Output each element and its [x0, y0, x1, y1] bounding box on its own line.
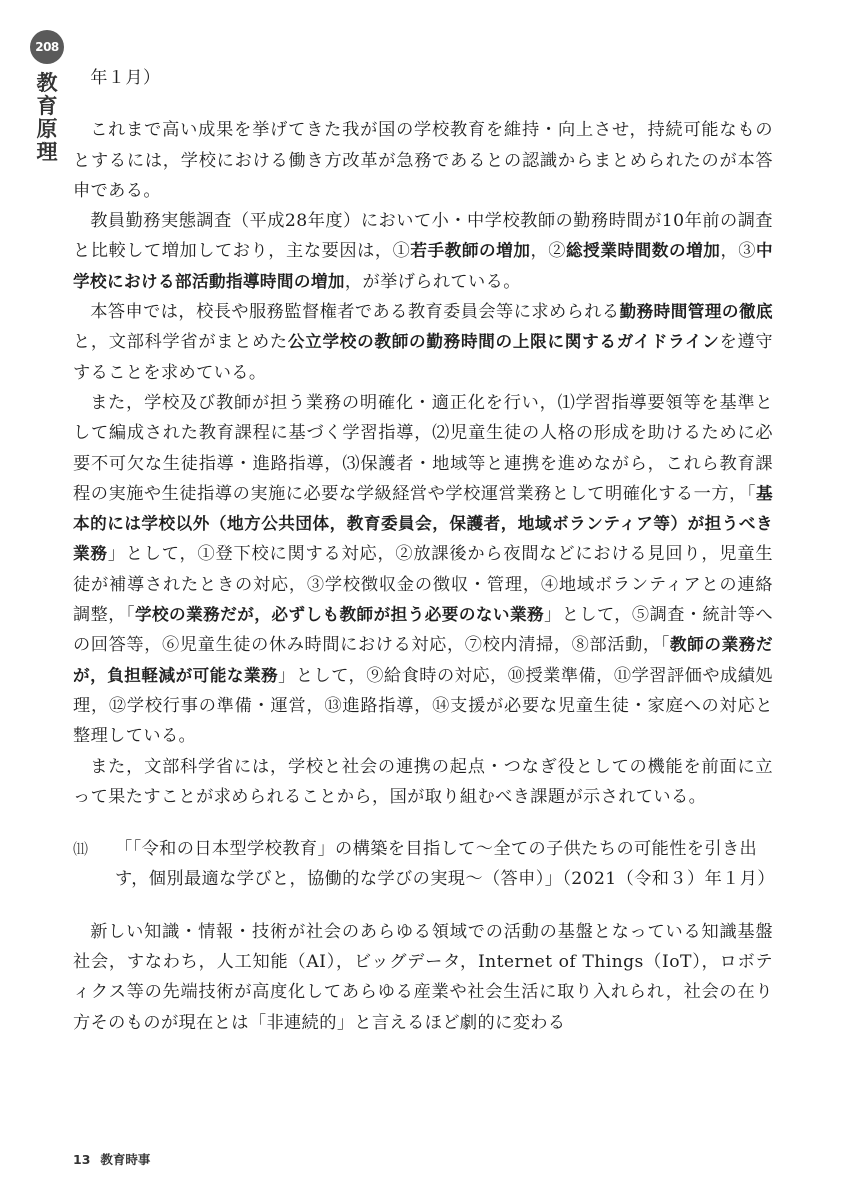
paragraph [73, 297, 773, 388]
text-run: 」として，⑤調査・統計等への回答等，⑥児童生徒の休み時間における対応，⑦校内清掃，⑧部活動，「 [73, 605, 773, 656]
text-run: また，学校及び教師が担う業務の明確化・適正化を行い，⑴学習指導要領等を基準として編成された教育課程に基づく学習指導，⑵児童生徒の人格の形成を助けるために必要不可欠な生徒指導・進路指導，⑶保護者・地域等と連携を進めながら，これら教育課程の実施や生徒指導の実施に必要な学級経営や学校運営業務として明確化する一方，「 [73, 392, 773, 504]
bold-term: 若手教師の増加 [410, 241, 531, 261]
main-text [73, 63, 773, 1038]
bold-term: 中学校における部活動指導時間の増加 [73, 241, 773, 291]
paragraph [73, 388, 773, 752]
text-run: ，② [530, 241, 567, 262]
text-run: を遵守することを求めている。 [73, 332, 773, 383]
page-footer [73, 1150, 160, 1168]
text-run: と，文部科学省がまとめた [73, 332, 288, 353]
text-run: 」として，⑨給食時の対応，⑩授業準備，⑪学習評価や成績処理，⑫学校行事の準備・運営，⑬進路指導，⑭支援が必要な児童生徒・家庭への対応と整理している。 [73, 665, 773, 747]
text-run: ，③ [720, 241, 756, 262]
paragraph [73, 206, 773, 297]
bold-term: 基本的には学校以外（地方公共団体，教育委員会，保護者，地域ボランティア等）が担うべき業務 [73, 483, 773, 564]
page-number-badge: 208 [30, 30, 64, 64]
paragraph-continuation: 年１月） [90, 68, 161, 88]
text-run: 」として，①登下校に関する対応，②放課後から夜間などにおける見回り，児童生徒が補導されたときの対応，③学校徴収金の徴収・管理，④地域ボランティアとの連絡調整，「 [73, 544, 773, 626]
paragraph: また，文部科学省には，学校と社会の連携の起点・つなぎ役としての機能を前面に立って果たすことが求められることから，国が取り組むべき課題が示されている。 [73, 756, 773, 807]
side-title-char: 理 [36, 140, 58, 164]
paragraph: 新しい知識・情報・技術が社会のあらゆる領域での活動の基盤となっている知識基盤社会，すなわち，人工知能（AI），ビッグデータ，Internet of Things（IoT），ロボティクス等の先端技術が高度化してあらゆる産業や社会生活に取り入れられ，社会の在り方そのものが現在とは「非連続的」と言えるほど劇的に変わる [73, 921, 773, 1033]
text-run: 本答申では，校長や服務監督権者である教育委員会等に求められる [90, 302, 620, 323]
side-title-char: 育 [36, 94, 58, 118]
paragraph: これまで高い成果を挙げてきた我が国の学校教育を維持・向上させ，持続可能なものとするには，学校における働き方改革が急務であるとの認識からまとめられたのが本答申である。 [73, 120, 773, 201]
bold-term: 総授業時間数の増加 [566, 241, 721, 261]
bold-term: 勤務時間管理の徹底 [619, 302, 773, 322]
text-run: ，が挙げられている。 [344, 271, 521, 292]
section-heading [73, 834, 773, 895]
section-heading-text: 「「令和の日本型学校教育」の構築を目指して～全ての子供たちの可能性を引き出す，個別最適な学びと，協働的な学びの実現～（答申）」（2021（令和３）年１月） [115, 839, 775, 890]
side-title-char: 原 [36, 117, 58, 141]
text-run: 教員勤務実態調査（平成28年度）において小・中学校教師の勤務時間が10年前の調査と比較して増加しており，主な要因は，① [73, 211, 773, 262]
side-section-title [34, 72, 60, 164]
bold-term: 学校の業務だが，必ずしも教師が担う必要のない業務 [134, 605, 545, 625]
footer-label: 教育時事 [100, 1152, 151, 1167]
bold-term: 教師の業務だが，負担軽減が可能な業務 [73, 635, 773, 685]
footer-number: 13 [73, 1152, 91, 1167]
section-number: ⑾ [73, 840, 89, 859]
side-title-char: 教 [36, 71, 58, 95]
bold-term: 公立学校の教師の勤務時間の上限に関するガイドライン [287, 332, 720, 352]
